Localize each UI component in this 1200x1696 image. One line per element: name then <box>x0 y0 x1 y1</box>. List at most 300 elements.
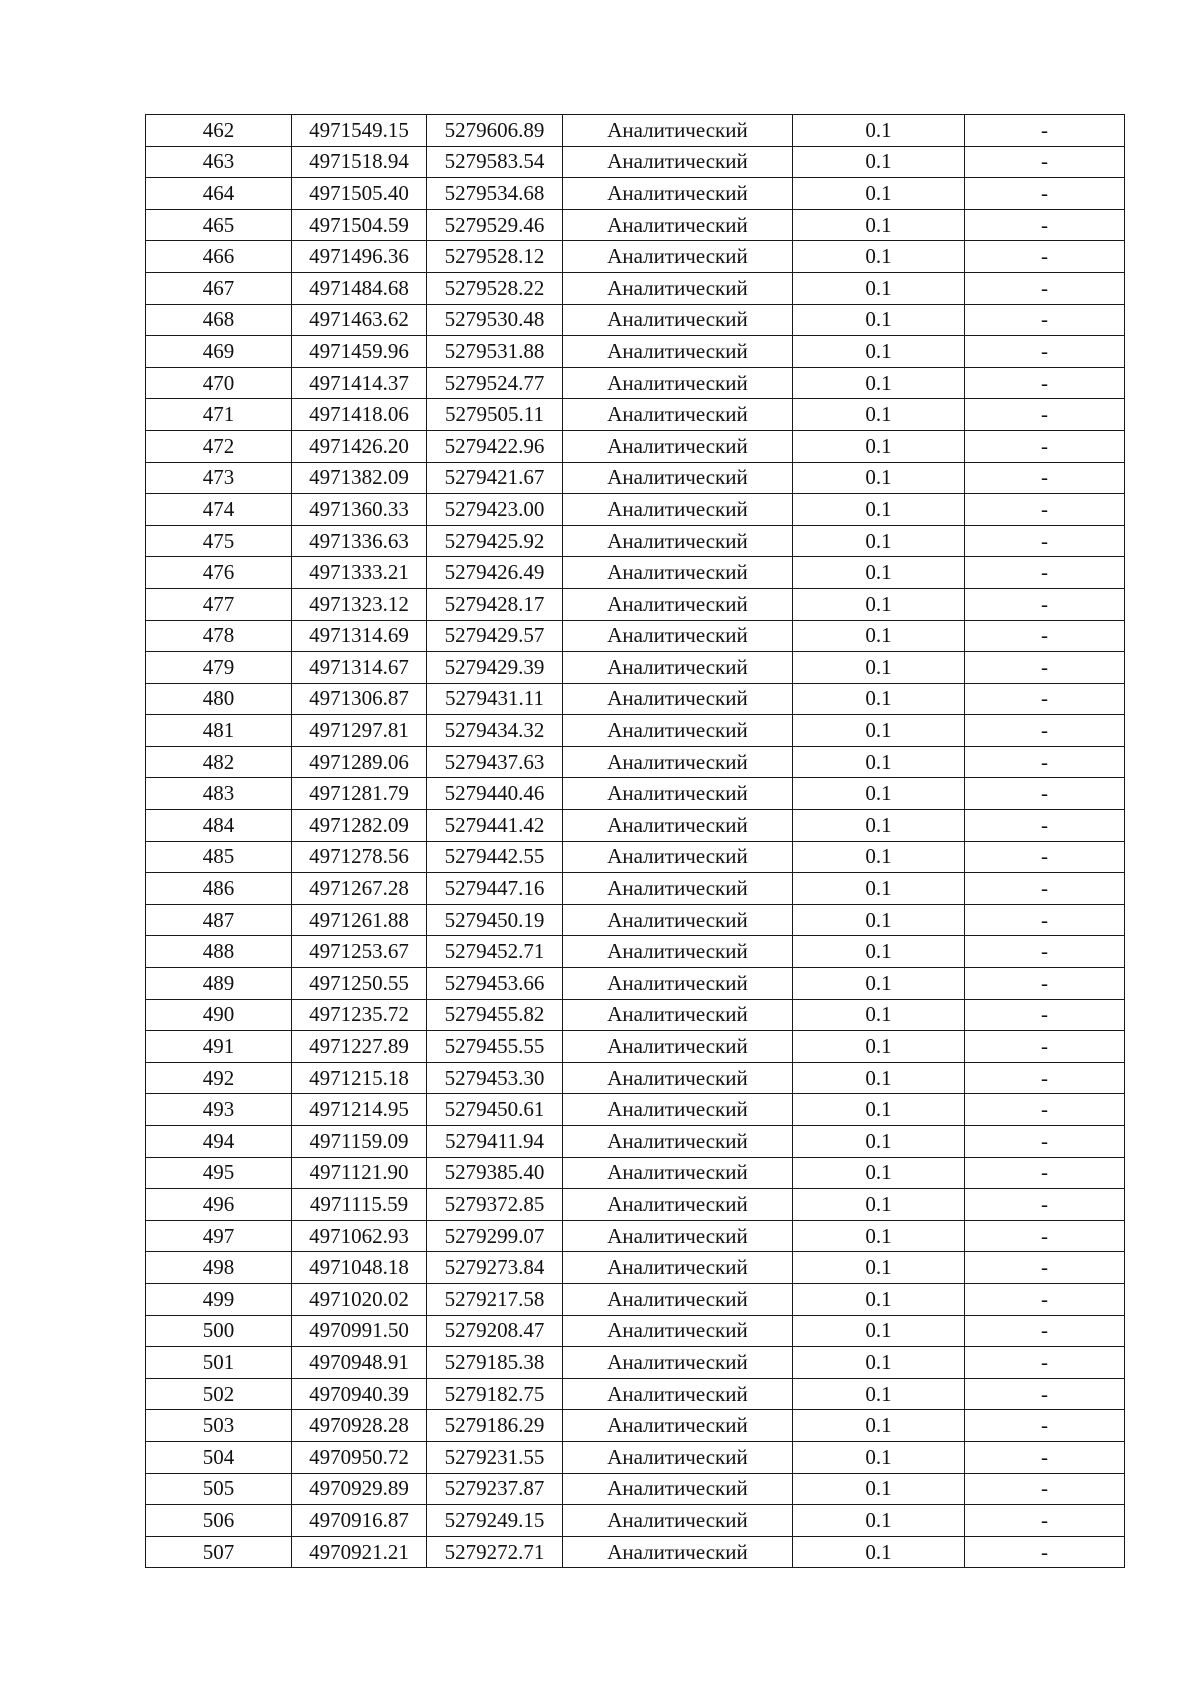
table-row <box>146 430 1125 462</box>
accuracy-cell: 0.1 <box>793 746 965 778</box>
note-cell: - <box>965 968 1125 1000</box>
point-number-cell: 483 <box>146 778 292 810</box>
y-coordinate-cell: 5279455.55 <box>427 1031 563 1063</box>
y-coordinate-cell: 5279450.61 <box>427 1094 563 1126</box>
note-cell: - <box>965 367 1125 399</box>
y-coordinate-cell: 5279421.67 <box>427 462 563 494</box>
table-row <box>146 588 1125 620</box>
note-cell: - <box>965 1189 1125 1221</box>
accuracy-cell: 0.1 <box>793 936 965 968</box>
point-number-cell: 506 <box>146 1505 292 1537</box>
note-cell: - <box>965 683 1125 715</box>
y-coordinate-cell: 5279231.55 <box>427 1441 563 1473</box>
method-cell: Аналитический <box>563 1252 793 1284</box>
note-cell: - <box>965 873 1125 905</box>
table-row <box>146 999 1125 1031</box>
note-cell: - <box>965 778 1125 810</box>
point-number-cell: 507 <box>146 1536 292 1568</box>
table-row <box>146 1378 1125 1410</box>
method-cell: Аналитический <box>563 462 793 494</box>
y-coordinate-cell: 5279426.49 <box>427 557 563 589</box>
point-number-cell: 492 <box>146 1062 292 1094</box>
method-cell: Аналитический <box>563 1347 793 1379</box>
x-coordinate-cell: 4971314.69 <box>292 620 427 652</box>
x-coordinate-cell: 4971333.21 <box>292 557 427 589</box>
point-number-cell: 479 <box>146 652 292 684</box>
x-coordinate-cell: 4971159.09 <box>292 1126 427 1158</box>
point-number-cell: 486 <box>146 873 292 905</box>
accuracy-cell: 0.1 <box>793 115 965 147</box>
method-cell: Аналитический <box>563 241 793 273</box>
note-cell: - <box>965 525 1125 557</box>
note-cell: - <box>965 1094 1125 1126</box>
accuracy-cell: 0.1 <box>793 1252 965 1284</box>
method-cell: Аналитический <box>563 1126 793 1158</box>
point-number-cell: 496 <box>146 1189 292 1221</box>
note-cell: - <box>965 272 1125 304</box>
table-row <box>146 241 1125 273</box>
point-number-cell: 489 <box>146 968 292 1000</box>
y-coordinate-cell: 5279182.75 <box>427 1378 563 1410</box>
method-cell: Аналитический <box>563 1283 793 1315</box>
accuracy-cell: 0.1 <box>793 1031 965 1063</box>
accuracy-cell: 0.1 <box>793 1347 965 1379</box>
note-cell: - <box>965 1220 1125 1252</box>
accuracy-cell: 0.1 <box>793 841 965 873</box>
accuracy-cell: 0.1 <box>793 1220 965 1252</box>
point-number-cell: 469 <box>146 336 292 368</box>
y-coordinate-cell: 5279237.87 <box>427 1473 563 1505</box>
y-coordinate-cell: 5279452.71 <box>427 936 563 968</box>
table-row <box>146 1094 1125 1126</box>
table-row <box>146 968 1125 1000</box>
note-cell: - <box>965 1378 1125 1410</box>
y-coordinate-cell: 5279372.85 <box>427 1189 563 1221</box>
y-coordinate-cell: 5279447.16 <box>427 873 563 905</box>
accuracy-cell: 0.1 <box>793 1315 965 1347</box>
x-coordinate-cell: 4971062.93 <box>292 1220 427 1252</box>
y-coordinate-cell: 5279441.42 <box>427 810 563 842</box>
x-coordinate-cell: 4971459.96 <box>292 336 427 368</box>
point-number-cell: 500 <box>146 1315 292 1347</box>
method-cell: Аналитический <box>563 652 793 684</box>
note-cell: - <box>965 904 1125 936</box>
y-coordinate-cell: 5279606.89 <box>427 115 563 147</box>
table-row <box>146 146 1125 178</box>
x-coordinate-cell: 4971235.72 <box>292 999 427 1031</box>
note-cell: - <box>965 810 1125 842</box>
accuracy-cell: 0.1 <box>793 1189 965 1221</box>
note-cell: - <box>965 1505 1125 1537</box>
note-cell: - <box>965 1315 1125 1347</box>
method-cell: Аналитический <box>563 272 793 304</box>
point-number-cell: 494 <box>146 1126 292 1158</box>
y-coordinate-cell: 5279411.94 <box>427 1126 563 1158</box>
table-row <box>146 1536 1125 1568</box>
note-cell: - <box>965 399 1125 431</box>
point-number-cell: 465 <box>146 209 292 241</box>
table-row <box>146 1505 1125 1537</box>
x-coordinate-cell: 4971261.88 <box>292 904 427 936</box>
note-cell: - <box>965 146 1125 178</box>
method-cell: Аналитический <box>563 146 793 178</box>
method-cell: Аналитический <box>563 715 793 747</box>
x-coordinate-cell: 4971048.18 <box>292 1252 427 1284</box>
note-cell: - <box>965 1031 1125 1063</box>
accuracy-cell: 0.1 <box>793 999 965 1031</box>
note-cell: - <box>965 1283 1125 1315</box>
y-coordinate-cell: 5279423.00 <box>427 494 563 526</box>
method-cell: Аналитический <box>563 178 793 210</box>
point-number-cell: 475 <box>146 525 292 557</box>
note-cell: - <box>965 430 1125 462</box>
x-coordinate-cell: 4971214.95 <box>292 1094 427 1126</box>
method-cell: Аналитический <box>563 1536 793 1568</box>
table-row <box>146 1315 1125 1347</box>
table-row <box>146 746 1125 778</box>
note-cell: - <box>965 841 1125 873</box>
y-coordinate-cell: 5279530.48 <box>427 304 563 336</box>
table-row <box>146 904 1125 936</box>
accuracy-cell: 0.1 <box>793 272 965 304</box>
table-row <box>146 683 1125 715</box>
table-row <box>146 272 1125 304</box>
table-row <box>146 873 1125 905</box>
accuracy-cell: 0.1 <box>793 904 965 936</box>
method-cell: Аналитический <box>563 399 793 431</box>
x-coordinate-cell: 4971253.67 <box>292 936 427 968</box>
point-number-cell: 488 <box>146 936 292 968</box>
x-coordinate-cell: 4971463.62 <box>292 304 427 336</box>
point-number-cell: 505 <box>146 1473 292 1505</box>
method-cell: Аналитический <box>563 1505 793 1537</box>
x-coordinate-cell: 4971282.09 <box>292 810 427 842</box>
method-cell: Аналитический <box>563 1094 793 1126</box>
method-cell: Аналитический <box>563 525 793 557</box>
y-coordinate-cell: 5279217.58 <box>427 1283 563 1315</box>
method-cell: Аналитический <box>563 1189 793 1221</box>
y-coordinate-cell: 5279273.84 <box>427 1252 563 1284</box>
y-coordinate-cell: 5279524.77 <box>427 367 563 399</box>
table-row <box>146 557 1125 589</box>
method-cell: Аналитический <box>563 746 793 778</box>
accuracy-cell: 0.1 <box>793 683 965 715</box>
accuracy-cell: 0.1 <box>793 1536 965 1568</box>
point-number-cell: 462 <box>146 115 292 147</box>
table-row <box>146 115 1125 147</box>
table-row <box>146 1252 1125 1284</box>
table-row <box>146 399 1125 431</box>
point-number-cell: 490 <box>146 999 292 1031</box>
y-coordinate-cell: 5279440.46 <box>427 778 563 810</box>
accuracy-cell: 0.1 <box>793 1157 965 1189</box>
accuracy-cell: 0.1 <box>793 968 965 1000</box>
table-row <box>146 1126 1125 1158</box>
accuracy-cell: 0.1 <box>793 873 965 905</box>
note-cell: - <box>965 557 1125 589</box>
note-cell: - <box>965 1126 1125 1158</box>
point-number-cell: 480 <box>146 683 292 715</box>
point-number-cell: 502 <box>146 1378 292 1410</box>
point-number-cell: 484 <box>146 810 292 842</box>
accuracy-cell: 0.1 <box>793 1410 965 1442</box>
x-coordinate-cell: 4971306.87 <box>292 683 427 715</box>
accuracy-cell: 0.1 <box>793 399 965 431</box>
x-coordinate-cell: 4971297.81 <box>292 715 427 747</box>
method-cell: Аналитический <box>563 999 793 1031</box>
y-coordinate-cell: 5279272.71 <box>427 1536 563 1568</box>
x-coordinate-cell: 4971504.59 <box>292 209 427 241</box>
accuracy-cell: 0.1 <box>793 336 965 368</box>
method-cell: Аналитический <box>563 1062 793 1094</box>
point-number-cell: 482 <box>146 746 292 778</box>
method-cell: Аналитический <box>563 1473 793 1505</box>
accuracy-cell: 0.1 <box>793 1378 965 1410</box>
y-coordinate-cell: 5279437.63 <box>427 746 563 778</box>
note-cell: - <box>965 620 1125 652</box>
coordinates-table <box>145 114 1125 1568</box>
method-cell: Аналитический <box>563 494 793 526</box>
accuracy-cell: 0.1 <box>793 1283 965 1315</box>
method-cell: Аналитический <box>563 1315 793 1347</box>
y-coordinate-cell: 5279528.22 <box>427 272 563 304</box>
y-coordinate-cell: 5279208.47 <box>427 1315 563 1347</box>
y-coordinate-cell: 5279385.40 <box>427 1157 563 1189</box>
method-cell: Аналитический <box>563 588 793 620</box>
y-coordinate-cell: 5279455.82 <box>427 999 563 1031</box>
method-cell: Аналитический <box>563 1378 793 1410</box>
y-coordinate-cell: 5279428.17 <box>427 588 563 620</box>
table-row <box>146 1062 1125 1094</box>
point-number-cell: 498 <box>146 1252 292 1284</box>
point-number-cell: 468 <box>146 304 292 336</box>
note-cell: - <box>965 336 1125 368</box>
table-row <box>146 1189 1125 1221</box>
point-number-cell: 478 <box>146 620 292 652</box>
accuracy-cell: 0.1 <box>793 304 965 336</box>
point-number-cell: 503 <box>146 1410 292 1442</box>
table-row <box>146 1441 1125 1473</box>
note-cell: - <box>965 715 1125 747</box>
y-coordinate-cell: 5279431.11 <box>427 683 563 715</box>
table-row <box>146 494 1125 526</box>
table-row <box>146 209 1125 241</box>
accuracy-cell: 0.1 <box>793 430 965 462</box>
x-coordinate-cell: 4971518.94 <box>292 146 427 178</box>
method-cell: Аналитический <box>563 1031 793 1063</box>
point-number-cell: 491 <box>146 1031 292 1063</box>
accuracy-cell: 0.1 <box>793 810 965 842</box>
x-coordinate-cell: 4971414.37 <box>292 367 427 399</box>
accuracy-cell: 0.1 <box>793 367 965 399</box>
note-cell: - <box>965 1252 1125 1284</box>
point-number-cell: 504 <box>146 1441 292 1473</box>
point-number-cell: 501 <box>146 1347 292 1379</box>
accuracy-cell: 0.1 <box>793 778 965 810</box>
x-coordinate-cell: 4970940.39 <box>292 1378 427 1410</box>
x-coordinate-cell: 4970948.91 <box>292 1347 427 1379</box>
y-coordinate-cell: 5279429.39 <box>427 652 563 684</box>
note-cell: - <box>965 1062 1125 1094</box>
method-cell: Аналитический <box>563 873 793 905</box>
method-cell: Аналитический <box>563 904 793 936</box>
table-row <box>146 1031 1125 1063</box>
y-coordinate-cell: 5279529.46 <box>427 209 563 241</box>
note-cell: - <box>965 746 1125 778</box>
accuracy-cell: 0.1 <box>793 494 965 526</box>
y-coordinate-cell: 5279429.57 <box>427 620 563 652</box>
y-coordinate-cell: 5279299.07 <box>427 1220 563 1252</box>
method-cell: Аналитический <box>563 778 793 810</box>
table-row <box>146 525 1125 557</box>
y-coordinate-cell: 5279442.55 <box>427 841 563 873</box>
note-cell: - <box>965 494 1125 526</box>
table-row <box>146 778 1125 810</box>
method-cell: Аналитический <box>563 683 793 715</box>
note-cell: - <box>965 1441 1125 1473</box>
table-row <box>146 1473 1125 1505</box>
accuracy-cell: 0.1 <box>793 652 965 684</box>
x-coordinate-cell: 4971484.68 <box>292 272 427 304</box>
y-coordinate-cell: 5279453.66 <box>427 968 563 1000</box>
accuracy-cell: 0.1 <box>793 209 965 241</box>
note-cell: - <box>965 1410 1125 1442</box>
method-cell: Аналитический <box>563 367 793 399</box>
point-number-cell: 473 <box>146 462 292 494</box>
method-cell: Аналитический <box>563 336 793 368</box>
table-row <box>146 936 1125 968</box>
point-number-cell: 466 <box>146 241 292 273</box>
y-coordinate-cell: 5279425.92 <box>427 525 563 557</box>
x-coordinate-cell: 4970950.72 <box>292 1441 427 1473</box>
note-cell: - <box>965 999 1125 1031</box>
method-cell: Аналитический <box>563 430 793 462</box>
accuracy-cell: 0.1 <box>793 1126 965 1158</box>
y-coordinate-cell: 5279583.54 <box>427 146 563 178</box>
point-number-cell: 464 <box>146 178 292 210</box>
table-row <box>146 1157 1125 1189</box>
point-number-cell: 495 <box>146 1157 292 1189</box>
accuracy-cell: 0.1 <box>793 1441 965 1473</box>
x-coordinate-cell: 4971281.79 <box>292 778 427 810</box>
table-row <box>146 1220 1125 1252</box>
method-cell: Аналитический <box>563 115 793 147</box>
y-coordinate-cell: 5279534.68 <box>427 178 563 210</box>
y-coordinate-cell: 5279434.32 <box>427 715 563 747</box>
method-cell: Аналитический <box>563 620 793 652</box>
x-coordinate-cell: 4971227.89 <box>292 1031 427 1063</box>
method-cell: Аналитический <box>563 1157 793 1189</box>
point-number-cell: 477 <box>146 588 292 620</box>
point-number-cell: 485 <box>146 841 292 873</box>
x-coordinate-cell: 4971505.40 <box>292 178 427 210</box>
y-coordinate-cell: 5279249.15 <box>427 1505 563 1537</box>
point-number-cell: 463 <box>146 146 292 178</box>
x-coordinate-cell: 4971289.06 <box>292 746 427 778</box>
x-coordinate-cell: 4971121.90 <box>292 1157 427 1189</box>
x-coordinate-cell: 4971418.06 <box>292 399 427 431</box>
note-cell: - <box>965 241 1125 273</box>
x-coordinate-cell: 4971426.20 <box>292 430 427 462</box>
point-number-cell: 474 <box>146 494 292 526</box>
note-cell: - <box>965 209 1125 241</box>
table-row <box>146 336 1125 368</box>
accuracy-cell: 0.1 <box>793 146 965 178</box>
note-cell: - <box>965 1473 1125 1505</box>
method-cell: Аналитический <box>563 841 793 873</box>
coordinates-table-body <box>146 115 1125 1568</box>
x-coordinate-cell: 4971496.36 <box>292 241 427 273</box>
x-coordinate-cell: 4970928.28 <box>292 1410 427 1442</box>
point-number-cell: 467 <box>146 272 292 304</box>
accuracy-cell: 0.1 <box>793 1062 965 1094</box>
method-cell: Аналитический <box>563 936 793 968</box>
y-coordinate-cell: 5279531.88 <box>427 336 563 368</box>
point-number-cell: 493 <box>146 1094 292 1126</box>
table-row <box>146 1347 1125 1379</box>
table-row <box>146 810 1125 842</box>
note-cell: - <box>965 304 1125 336</box>
y-coordinate-cell: 5279453.30 <box>427 1062 563 1094</box>
accuracy-cell: 0.1 <box>793 1505 965 1537</box>
x-coordinate-cell: 4971549.15 <box>292 115 427 147</box>
x-coordinate-cell: 4971115.59 <box>292 1189 427 1221</box>
x-coordinate-cell: 4971215.18 <box>292 1062 427 1094</box>
accuracy-cell: 0.1 <box>793 462 965 494</box>
table-row <box>146 1410 1125 1442</box>
x-coordinate-cell: 4971382.09 <box>292 462 427 494</box>
point-number-cell: 497 <box>146 1220 292 1252</box>
table-row <box>146 620 1125 652</box>
table-row <box>146 304 1125 336</box>
x-coordinate-cell: 4971267.28 <box>292 873 427 905</box>
x-coordinate-cell: 4970916.87 <box>292 1505 427 1537</box>
note-cell: - <box>965 1536 1125 1568</box>
accuracy-cell: 0.1 <box>793 525 965 557</box>
note-cell: - <box>965 588 1125 620</box>
x-coordinate-cell: 4970991.50 <box>292 1315 427 1347</box>
method-cell: Аналитический <box>563 1441 793 1473</box>
accuracy-cell: 0.1 <box>793 715 965 747</box>
x-coordinate-cell: 4971336.63 <box>292 525 427 557</box>
method-cell: Аналитический <box>563 1220 793 1252</box>
table-row <box>146 1283 1125 1315</box>
accuracy-cell: 0.1 <box>793 620 965 652</box>
method-cell: Аналитический <box>563 304 793 336</box>
method-cell: Аналитический <box>563 968 793 1000</box>
accuracy-cell: 0.1 <box>793 557 965 589</box>
method-cell: Аналитический <box>563 209 793 241</box>
y-coordinate-cell: 5279186.29 <box>427 1410 563 1442</box>
method-cell: Аналитический <box>563 557 793 589</box>
table-row <box>146 652 1125 684</box>
table-row <box>146 841 1125 873</box>
accuracy-cell: 0.1 <box>793 588 965 620</box>
y-coordinate-cell: 5279185.38 <box>427 1347 563 1379</box>
y-coordinate-cell: 5279450.19 <box>427 904 563 936</box>
x-coordinate-cell: 4971323.12 <box>292 588 427 620</box>
method-cell: Аналитический <box>563 810 793 842</box>
accuracy-cell: 0.1 <box>793 178 965 210</box>
table-row <box>146 715 1125 747</box>
note-cell: - <box>965 1157 1125 1189</box>
y-coordinate-cell: 5279422.96 <box>427 430 563 462</box>
accuracy-cell: 0.1 <box>793 1473 965 1505</box>
method-cell: Аналитический <box>563 1410 793 1442</box>
point-number-cell: 487 <box>146 904 292 936</box>
point-number-cell: 470 <box>146 367 292 399</box>
x-coordinate-cell: 4971314.67 <box>292 652 427 684</box>
